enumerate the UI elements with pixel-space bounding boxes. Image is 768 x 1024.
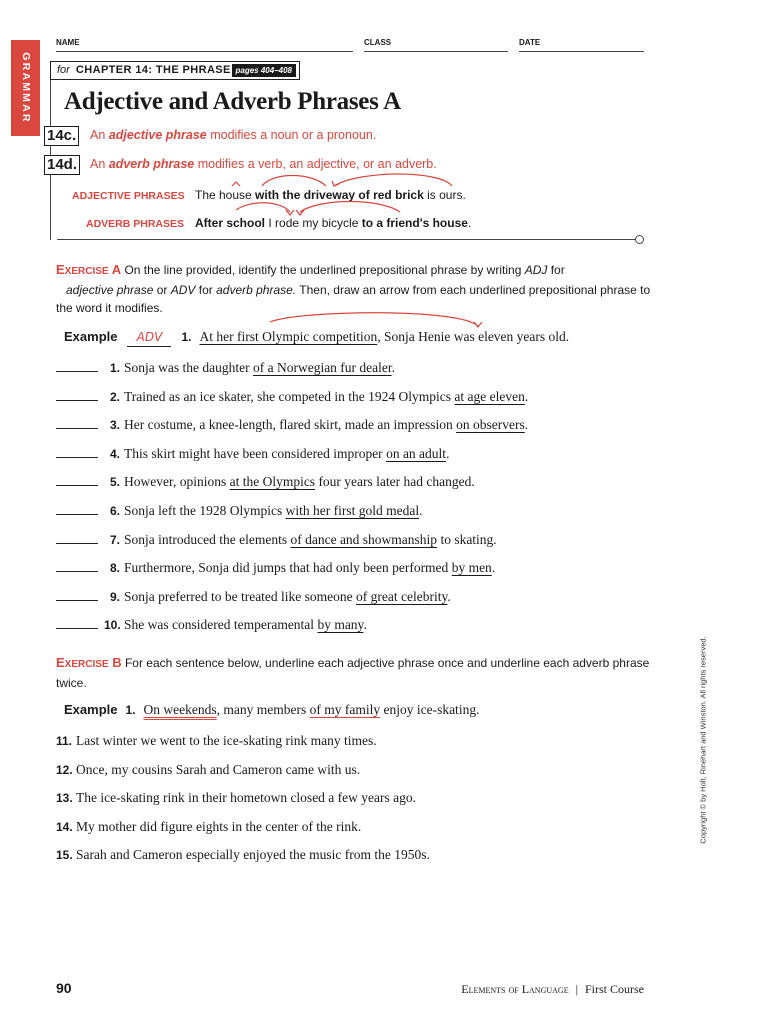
underlined-phrase: on observers xyxy=(456,417,525,433)
adverb-phrases-label: ADVERB PHRASES xyxy=(86,218,185,230)
rule-term: adverb phrase xyxy=(108,157,195,171)
exercise-b-item: 13. The ice-skating rink in their hometown closed a few years ago. xyxy=(56,790,417,805)
rule-14c-text: An adjective phrase modifies a noun or a pronoun. xyxy=(90,128,377,142)
underlined-phrase: on an adult xyxy=(386,445,447,461)
underlined-phrase: by many xyxy=(317,617,364,633)
exercise-a-label: EXERCISE A xyxy=(56,262,122,277)
exercise-b-label: EXERCISE B xyxy=(56,655,122,670)
answer-blank[interactable] xyxy=(56,503,98,515)
underlined-phrase: by men xyxy=(451,560,492,576)
rule-tag-14c: 14c. xyxy=(44,126,79,146)
exercise-b-item: 12. Once, my cousins Sarah and Cameron came with us. xyxy=(56,761,361,777)
exercise-b-item: 14. My mother did figure eights in the center of the rink. xyxy=(56,818,362,834)
underlined-phrase: with her first gold medal xyxy=(285,503,420,518)
adj-arrow-1-head xyxy=(232,182,240,186)
side-tab-label: GRAMMAR xyxy=(19,52,32,124)
exercise-a-item: 9. Sonja preferred to be treated like someone of great celebrity. xyxy=(56,589,451,605)
exercise-b-instructions: EXERCISE B For each sentence below, underline each adjective phrase once and underline each adverb phrase twice. xyxy=(56,655,650,690)
adjective-phrases-label: ADJECTIVE PHRASES xyxy=(72,190,185,202)
underlined-phrase: at the Olympics xyxy=(229,474,316,490)
adj-arrow-2 xyxy=(334,174,452,186)
exercise-a-item: 10. She was considered temperamental by many. xyxy=(56,617,367,633)
answer-blank[interactable] xyxy=(56,560,98,572)
exercise-a-item: 3. Her costume, a knee-length, flared skirt, made an impression on observers. xyxy=(56,417,528,433)
adverb-underline: On weekends xyxy=(143,702,217,717)
example-answer: ADV xyxy=(136,330,163,344)
exercise-b-item: 11. Last winter we went to the ice-skating rink many times. xyxy=(56,733,377,748)
pages-badge: pages 404–408 xyxy=(232,64,297,77)
adv-arrow-1 xyxy=(236,203,290,212)
rule-14d-text: An adverb phrase modifies a verb, an adjective, or an adverb. xyxy=(90,157,437,171)
underlined-phrase: of dance and showmanship xyxy=(290,531,438,547)
adverb-example: After school I rode my bicycle to a friend's house. xyxy=(195,216,472,230)
answer-blank[interactable] xyxy=(56,532,98,544)
adj-arrow-1 xyxy=(262,176,326,187)
answer-blank[interactable] xyxy=(56,360,98,372)
adv-arrow-2-head xyxy=(296,210,304,215)
name-label: NAME xyxy=(56,38,80,47)
answer-blank[interactable] xyxy=(56,474,98,486)
adjective-example: The house with the driveway of red brick is ours. xyxy=(195,188,466,202)
exercise-a-item: 7. Sonja introduced the elements of dance and showmanship to skating. xyxy=(56,532,497,548)
date-label: DATE xyxy=(519,38,541,47)
answer-blank[interactable] xyxy=(56,617,98,629)
adjective-underline: of my family xyxy=(309,702,381,717)
underlined-phrase: at age eleven xyxy=(454,388,525,404)
exercise-a-instructions: EXERCISE A On the line provided, identify the underlined prepositional phrase by writing ADJ for adjective phrase or ADV for adverb phrase. Then, draw an arrow from each underlined prepositional phrase to the word it modifies. xyxy=(56,262,651,315)
exercise-a-item: 5. However, opinions at the Olympics four years later had changed. xyxy=(56,474,475,490)
adv-arrow-1-head xyxy=(286,210,294,215)
exercise-a-item: 4. This skirt might have been considered improper on an adult. xyxy=(56,446,449,462)
answer-blank[interactable] xyxy=(56,589,98,601)
exercise-a-item: 2. Trained as an ice skater, she competed in the 1924 Olympics at age eleven. xyxy=(56,389,528,405)
answer-blank[interactable] xyxy=(56,389,98,401)
exercise-a-item: 6. Sonja left the 1928 Olympics with her first gold medal. xyxy=(56,503,422,519)
exercise-a-item: 1. Sonja was the daughter of a Norwegian fur dealer. xyxy=(56,360,395,376)
exercise-b-example: Example 1. On weekends, many members of my family enjoy ice-skating. xyxy=(64,702,480,717)
answer-blank[interactable] xyxy=(56,446,98,458)
underlined-phrase: of great celebrity xyxy=(356,588,448,604)
exercise-b-item: 15. Sarah and Cameron especially enjoyed the music from the 1950s. xyxy=(56,847,430,862)
exercise-a-example: Example ADV 1. At her first Olympic competition, Sonja Henie was eleven years old. xyxy=(64,328,569,347)
example-answer-line xyxy=(127,328,171,347)
page-title: Adjective and Adverb Phrases A xyxy=(64,88,401,115)
footer-book-title: Elements of Language | First Course xyxy=(461,982,644,996)
chapter-title: CHAPTER 14: THE PHRASE xyxy=(75,64,231,76)
copyright-notice: Copyright © by Holt, Rinehart and Winston. All rights reserved. xyxy=(698,636,708,844)
adv-arrow-2 xyxy=(300,202,400,213)
chapter-for: for xyxy=(57,64,70,76)
rule-term: adjective phrase xyxy=(108,128,207,142)
exercise-a-item: 8. Furthermore, Sonja did jumps that had only been performed by men. xyxy=(56,560,495,576)
underlined-phrase: of a Norwegian fur dealer xyxy=(252,360,392,375)
rule-tag-14d: 14d. xyxy=(44,155,80,175)
class-label: CLASS xyxy=(364,38,392,47)
answer-blank[interactable] xyxy=(56,417,98,429)
page-number: 90 xyxy=(56,980,72,996)
